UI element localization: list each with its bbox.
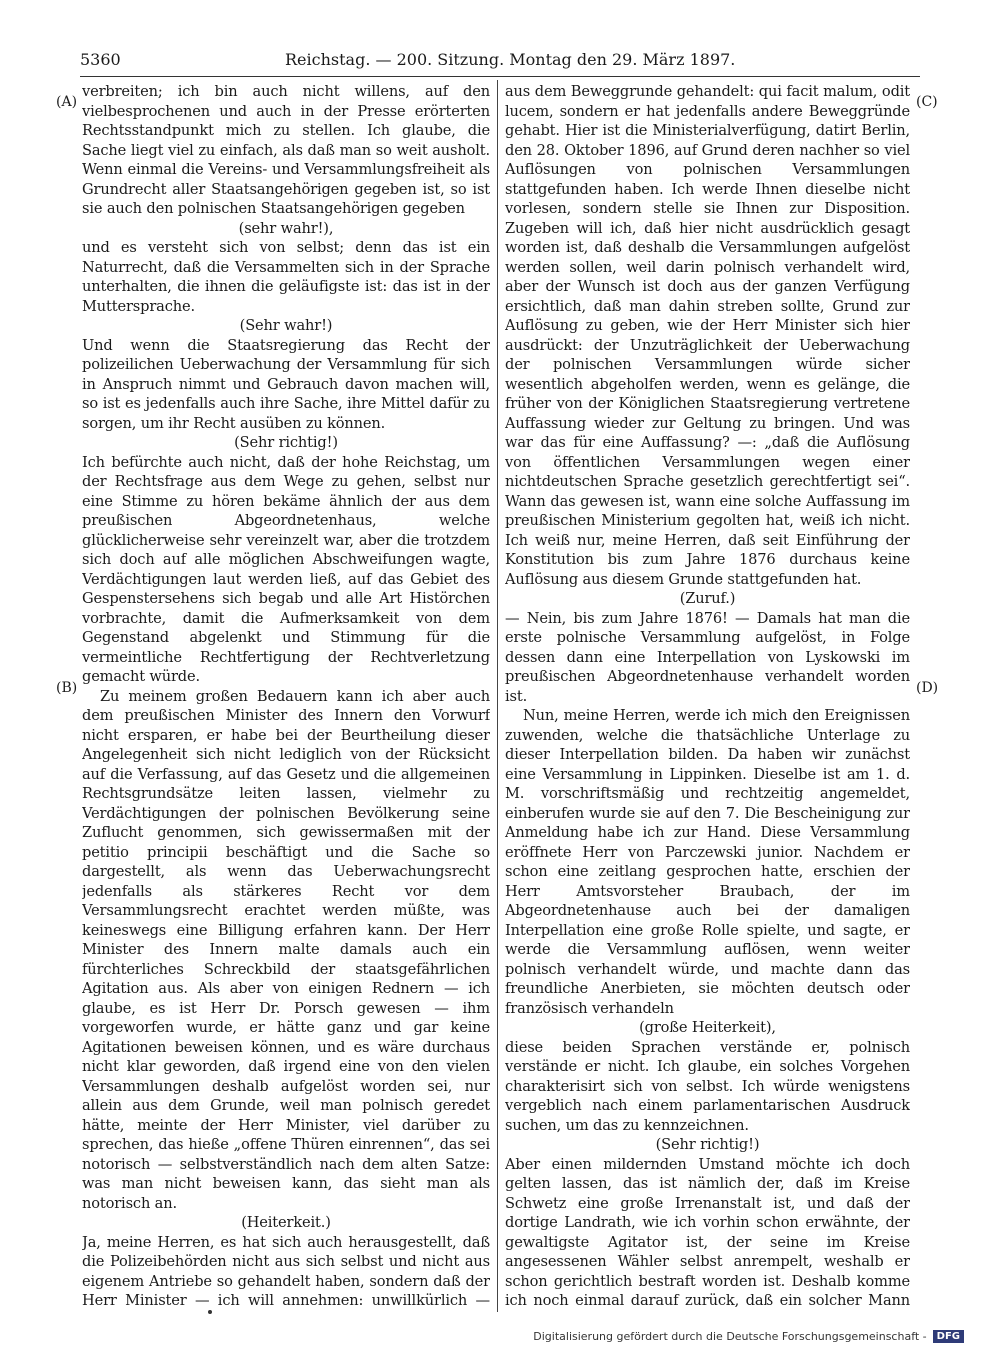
interjection: (Sehr wahr!) [239,317,333,334]
paragraph: Zu meinem großen Bedauern kann ich aber auch dem preußischen Minister des Innern den Vorwurf nicht ersparen, er habe bei der Beurtheilung dieser Angelegenheit sich nicht lediglich von der Rücksicht auf die Verfassung, auf das Gesetz und die allgemeinen Rechtsgrundsätze leiten lassen, vielmehr zu Verdächtigungen der polnischen Bevölkerung seine Zuflucht genommen, sich gewissermaßen mit der petitio principii beschäftigt und die Sache so dargestellt, als wenn das Ueberwachungsrecht jedenfalls als stärkeres Recht vor dem Versammlungsrecht erachtet werden müßte, was keineswegs eine Billigung erfahren kann. Der Herr Minister des Innern malte damals auch ein fürchterliches Schreckbild der staatsgefährlichen Agitation aus. Als aber von einigen Rednern — ich glaube, es ist Herr Dr. Porsch gewesen — ihm vorgeworfen wurde, er hätte ganz und gar keine Agitationen beweisen können, und es wäre durchaus nicht klar geworden, daß irgend eine von den vielen Versammlungen deshalb aufgelöst worden sei, nur allein aus dem Grunde, weil man polnisch geredet hätte, meinte der Herr Minister, viel darüber zu sprechen, das hieße „offene Thüren einrennen“, das sei notorisch — selbstverständlich nach dem alten Satze: was man nicht beweisen kann, das sieht man als notorisch an. [82,687,490,1212]
paragraph: aus dem Beweggrunde gehandelt: qui facit malum, odit lucem, sondern er hat jedenfalls andere Beweggründe gehabt. Hier ist die Ministerialverfügung, datirt Berlin, den 28. Oktober 1896, auf Grund deren nachher so viel Auflösungen von polnischen Versammlungen stattgefunden haben. Ich werde Ihnen dieselbe nicht vorlesen, sondern stelle sie Ihnen zur Disposition. Zugeben will ich, daß hier nicht ausdrücklich gesagt worden ist, daß deshalb die Versammlungen aufgelöst werden sollen, weil darin polnisch verhandelt wird, aber der Wunsch ist doch aus der ganzen Verfügung ersichtlich, daß man dahin streben sollte, Grund zur Auflösung zu geben, wie der Herr Minister sich hier ausdrückt: der Unzuträglichkeit der Ueberwachung der polnischen Versammlungen würde sicher wesentlich abgeholfen werden, wenn es gelänge, die früher von der Königlichen Staatsregierung vertretene Auffassung wieder zur Geltung zu bringen. Und was war das für eine Auffassung? —: „daß die Auflösung von öffentlichen Versammlungen wegen einer nichtdeutschen Sprache gesetzlich gerechtfertigt sei“. Wann das gewesen ist, wann eine solche Auffassung im preußischen Ministerium gegolten hat, weiß ich nicht. Ich weiß nur, meine Herren, daß seit Einführung der Konstitution bis zum Jahre 1876 durchaus keine Auflösung aus diesem Grunde stattgefunden hat. [505,83,910,588]
interjection: (Zuruf.) [679,590,736,607]
running-title: Reichstag. — 200. Sitzung. Montag den 29. März 1897. [285,50,736,69]
left-column [82,82,490,1307]
footer [533,1330,964,1343]
page-header [80,50,920,74]
interjection: (sehr wahr!), [238,219,334,237]
header-rule [80,76,920,77]
paragraph: Ja, meine Herren, es hat sich auch herausgestellt, daß die Polizeibehörden nicht aus sich selbst und nicht aus eigenem Antriebe so gehandelt haben, sondern daß der Herr Minister — ich will annehmen: unwillkürlich — [82,1233,490,1307]
paragraph: Aber einen mildernden Umstand möchte ich doch gelten lassen, das ist nämlich der, daß im Kreise Schwetz eine große Irrenanstalt ist, und daß der dortige Landrath, wie ich vorhin schon erwähnte, der gewaltigste Agitator ist, der seine im Kreise angesessenen Wähler selbst anrempelt, weshalb er schon gerichtlich bestraft worden ist. Deshalb komme ich noch einmal darauf zurück, daß ein solcher Mann [505,1155,910,1307]
interjection: (Sehr richtig!) [655,1136,760,1153]
margin-marker-a: (A) [56,94,78,110]
paragraph: verbreiten; ich bin auch nicht willens, auf den vielbesprochenen und auch in der Presse erörterten Rechtsstandpunkt mich zu stellen. Ich glaube, die Sache liegt viel zu einfach, als daß man so weit ausholt. Wenn einmal die Vereins- und Versammlungsfreiheit als Grundrecht aller Staatsangehörigen gegeben ist, so ist sie auch den polnischen Staatsangehörigen gegeben [82,83,490,217]
paragraph: und es versteht sich von selbst; denn das ist ein Naturrecht, daß die Versammelten sich in der Sprache unterhalten, die ihnen die geläufigste ist: das ist in der Muttersprache. [82,239,490,315]
footer-credit: Digitalisierung gefördert durch die Deutsche Forschungsgemeinschaft - [533,1330,927,1343]
paragraph: Nun, meine Herren, werde ich mich den Ereignissen zuwenden, welche die thatsächliche Unterlage zu dieser Interpellation bilden. Da haben wir zunächst eine Versammlung in Lippinken. Dieselbe ist am 1. d. M. vorschriftsmäßig und rechtzeitig angemeldet, einberufen wurde sie auf den 7. Die Bescheinigung zur Anmeldung habe ich zur Hand. Diese Versammlung eröffnete Herr von Parczewski junior. Nachdem er schon eine zeitlang gesprochen hatte, erschien der Herr Amtsvorsteher Braubach, der im Abgeordnetenhause auch bei der damaligen Interpellation eine große Rolle spielte, und sagte, er werde die Versammlung auflösen, wenn weiter polnisch verhandelt würde, und machte dann das freundliche Anerbieten, sie möchten deutsch oder französisch verhandeln [505,707,910,1017]
interjection: (große Heiterkeit), [639,1019,776,1036]
paragraph: Ich befürchte auch nicht, daß der hohe Reichstag, um der Rechtsfrage aus dem Wege zu gehen, selbst nur eine Stimme zu hören bekäme ähnlich der aus dem preußischen Abgeordnetenhaus, welche glücklicherweise sehr vereinzelt war, aber die trotzdem sich doch auf alle möglichen Abschweifungen wagte, Verdächtigungen laut werden ließ, auf das Gebiet des Gespenstersehens sich begab und alle Art Histörchen vorbrachte, damit die Aufmerksamkeit von dem Gegenstand abgelenkt und Stimmung für die vermeintliche Rechtfertigung der Rechtverletzung gemacht würde. [82,453,490,685]
paragraph: Und wenn die Staatsregierung das Recht der polizeilichen Ueberwachung der Versammlung für sich in Anspruch nimmt und Gebrauch davon machen will, so ist es jedenfalls auch ihre Sache, ihre Mittel dafür zu sorgen, um ihr Recht ausüben zu können. [82,336,490,432]
paragraph: diese beiden Sprachen verstände er, polnisch verstände er nicht. Ich glaube, ein solches Vorgehen charakterisirt sich von selbst. Ich würde wenigstens vergeblich nach einem parlamentarischen Ausdruck suchen, um das zu kennzeichnen. [505,1038,910,1134]
margin-marker-d: (D) [916,680,939,696]
printers-mark [208,1310,212,1314]
paragraph: — Nein, bis zum Jahre 1876! — Damals hat man die erste polnische Versammlung aufgelöst, in Folge dessen dann eine Interpellation von Lyskowski im preußischen Abgeordnetenhause verhandelt worden ist. [505,609,910,705]
page-number: 5360 [80,50,121,69]
margin-marker-c: (C) [916,94,938,110]
right-column [505,82,910,1307]
dfg-logo: DFG [933,1330,964,1343]
column-divider [497,80,498,1312]
interjection: (Heiterkeit.) [241,1214,331,1231]
interjection: (Sehr richtig!) [234,434,338,451]
margin-marker-b: (B) [56,680,78,696]
